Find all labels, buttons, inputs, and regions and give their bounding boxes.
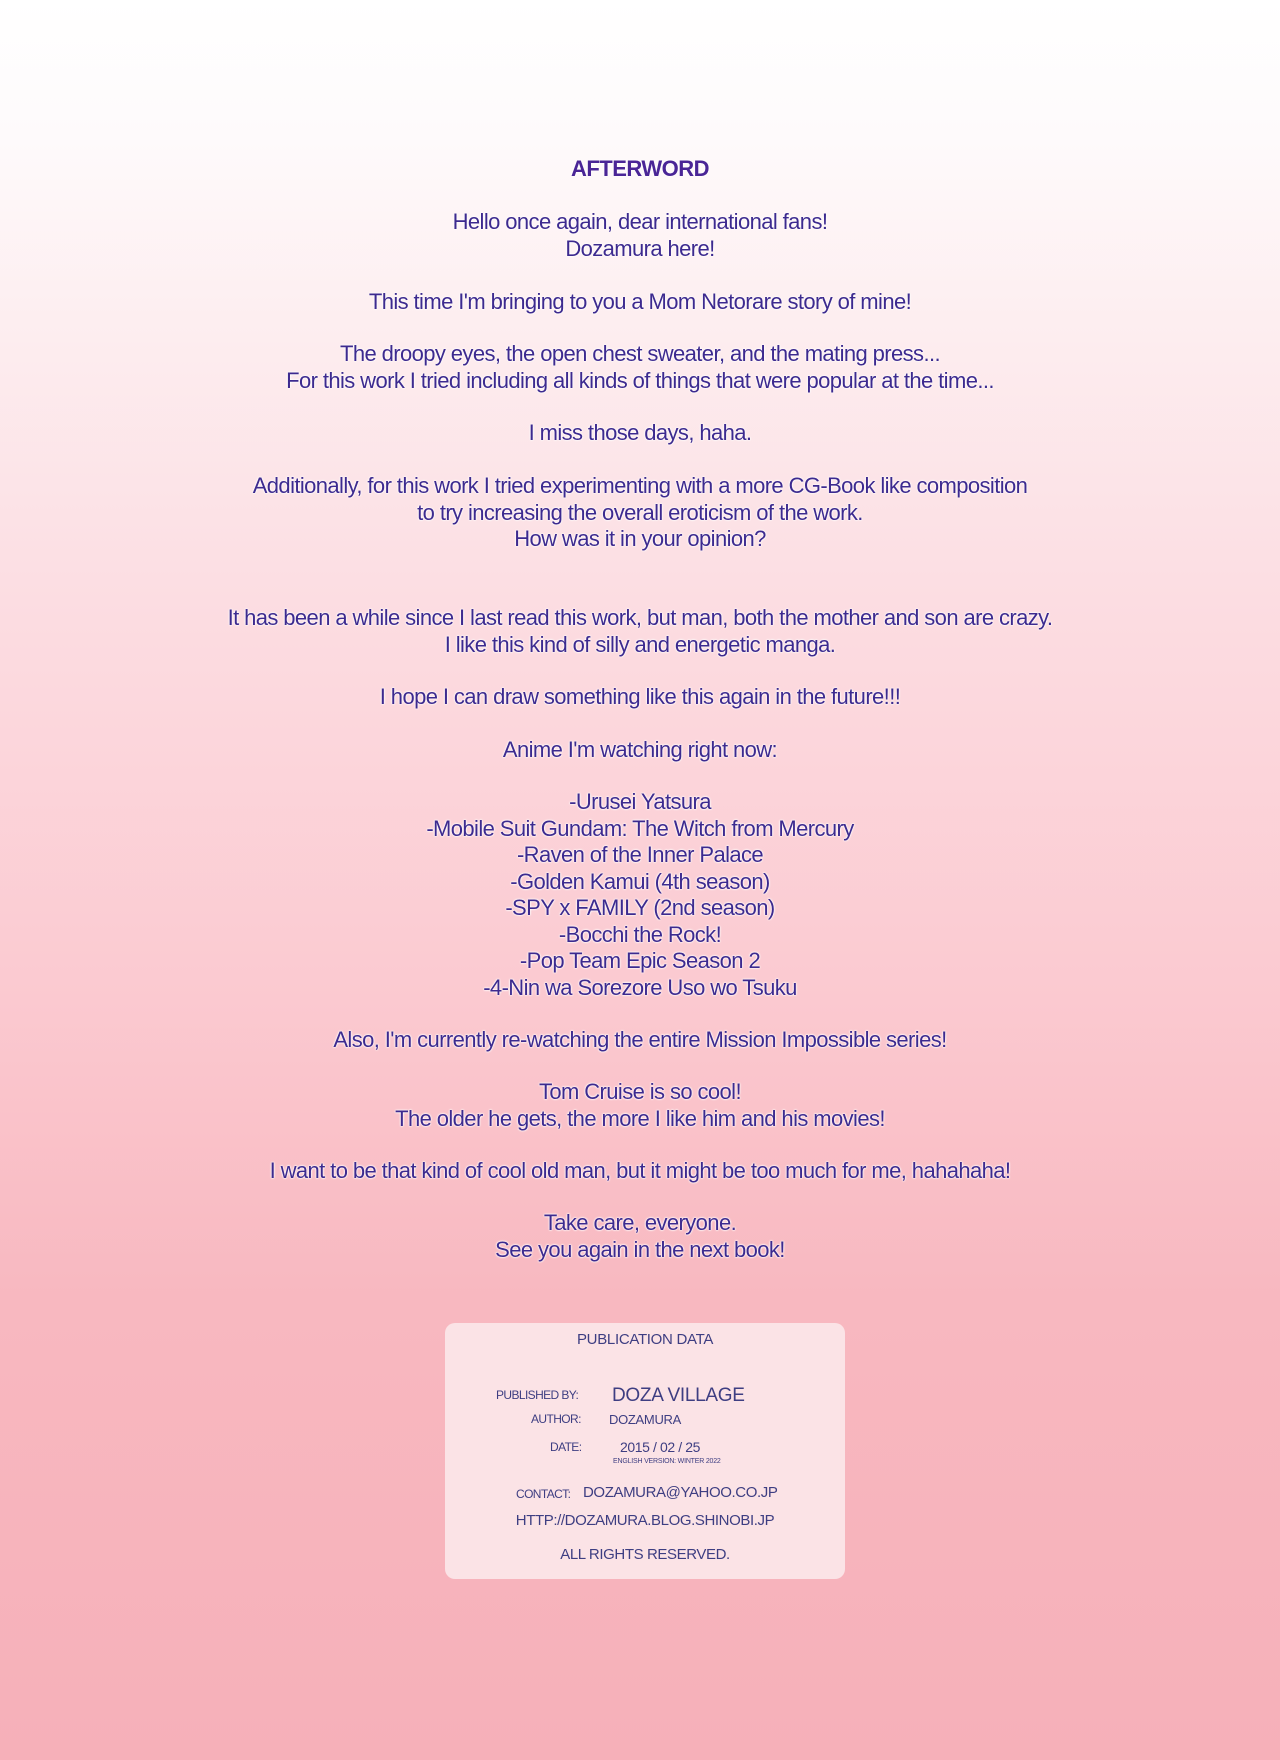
contact-label: CONTACT: bbox=[516, 1487, 571, 1501]
anime-list-item: -Pop Team Epic Season 2 bbox=[519, 948, 761, 973]
author-value: DOZAMURA bbox=[609, 1412, 681, 1427]
text-line: The droopy eyes, the open chest sweater, and the mating press... bbox=[340, 341, 940, 366]
afterword-paragraph bbox=[0, 341, 1280, 394]
english-version-note: ENGLISH VERSION: WINTER 2022 bbox=[613, 1458, 721, 1465]
text-line: This time I'm bringing to you a Mom Netorare story of mine! bbox=[368, 289, 912, 314]
anime-list-item: -Urusei Yatsura bbox=[569, 789, 711, 814]
text-line: Dozamura here! bbox=[565, 235, 715, 261]
text-line: Hello once again, dear international fans! bbox=[452, 209, 828, 234]
anime-list-item: -Raven of the Inner Palace bbox=[516, 842, 764, 867]
date-label: DATE: bbox=[550, 1440, 582, 1454]
published-by-value: DOZA VILLAGE bbox=[612, 1385, 745, 1406]
text-line: I miss those days, haha. bbox=[528, 420, 752, 445]
text-line: See you again in the next book! bbox=[495, 1236, 785, 1262]
text-line: I hope I can draw something like this again in the future!!! bbox=[379, 684, 901, 709]
anime-list-item: -Bocchi the Rock! bbox=[558, 921, 722, 947]
contact-email[interactable]: DOZAMURA@YAHOO.CO.JP bbox=[583, 1484, 778, 1501]
afterword-paragraph bbox=[0, 684, 1280, 711]
text-line: Tom Cruise is so cool! bbox=[539, 1079, 741, 1104]
text-line: I want to be that kind of cool old man, but it might be too much for me, hahahaha! bbox=[269, 1158, 1011, 1183]
publication-data-box bbox=[445, 1323, 845, 1579]
afterword-paragraph bbox=[0, 605, 1280, 658]
afterword-paragraph bbox=[0, 1210, 1280, 1263]
afterword-paragraph bbox=[0, 1027, 1280, 1054]
afterword-title: AFTERWORD bbox=[570, 156, 710, 181]
text-line: For this work I tried including all kinds of things that were popular at the time... bbox=[286, 367, 994, 393]
text-line: The older he gets, the more I like him and his movies! bbox=[395, 1105, 885, 1131]
afterword-paragraph bbox=[0, 209, 1280, 262]
author-label: AUTHOR: bbox=[531, 1412, 581, 1426]
anime-list-item: -Mobile Suit Gundam: The Witch from Mercury bbox=[426, 815, 854, 841]
rights-notice: ALL RIGHTS RESERVED. bbox=[560, 1546, 730, 1563]
text-line: Also, I'm currently re-watching the entire Mission Impossible series! bbox=[333, 1027, 947, 1052]
afterword-paragraph bbox=[0, 737, 1280, 764]
text-line: How was it in your opinion? bbox=[514, 526, 766, 551]
anime-list-item: -Golden Kamui (4th season) bbox=[510, 868, 770, 894]
afterword-paragraph bbox=[0, 1079, 1280, 1132]
published-by-label: PUBLISHED BY: bbox=[496, 1388, 579, 1402]
anime-list bbox=[0, 789, 1280, 1001]
afterword-paragraph bbox=[0, 473, 1280, 553]
anime-list-item: -4-Nin wa Sorezore Uso wo Tsuku bbox=[483, 974, 797, 1000]
publication-data-title: PUBLICATION DATA bbox=[576, 1331, 714, 1348]
text-line: I like this kind of silly and energetic manga. bbox=[444, 631, 836, 657]
text-line: Additionally, for this work I tried experimenting with a more CG-Book like composition bbox=[252, 473, 1028, 498]
text-line: It has been a while since I last read this work, but man, both the mother and son are crazy. bbox=[227, 605, 1053, 630]
text-line: Anime I'm watching right now: bbox=[502, 737, 778, 762]
date-value: 2015 / 02 / 25 bbox=[620, 1439, 701, 1455]
afterword-paragraph bbox=[0, 289, 1280, 316]
text-line: to try increasing the overall eroticism of the work. bbox=[417, 499, 863, 525]
anime-list-item: -SPY x FAMILY (2nd season) bbox=[505, 895, 775, 920]
afterword-paragraph bbox=[0, 420, 1280, 447]
website-link[interactable]: HTTP://DOZAMURA.BLOG.SHINOBI.JP bbox=[515, 1512, 775, 1529]
text-line: Take care, everyone. bbox=[543, 1210, 737, 1235]
afterword-paragraph bbox=[0, 1158, 1280, 1185]
